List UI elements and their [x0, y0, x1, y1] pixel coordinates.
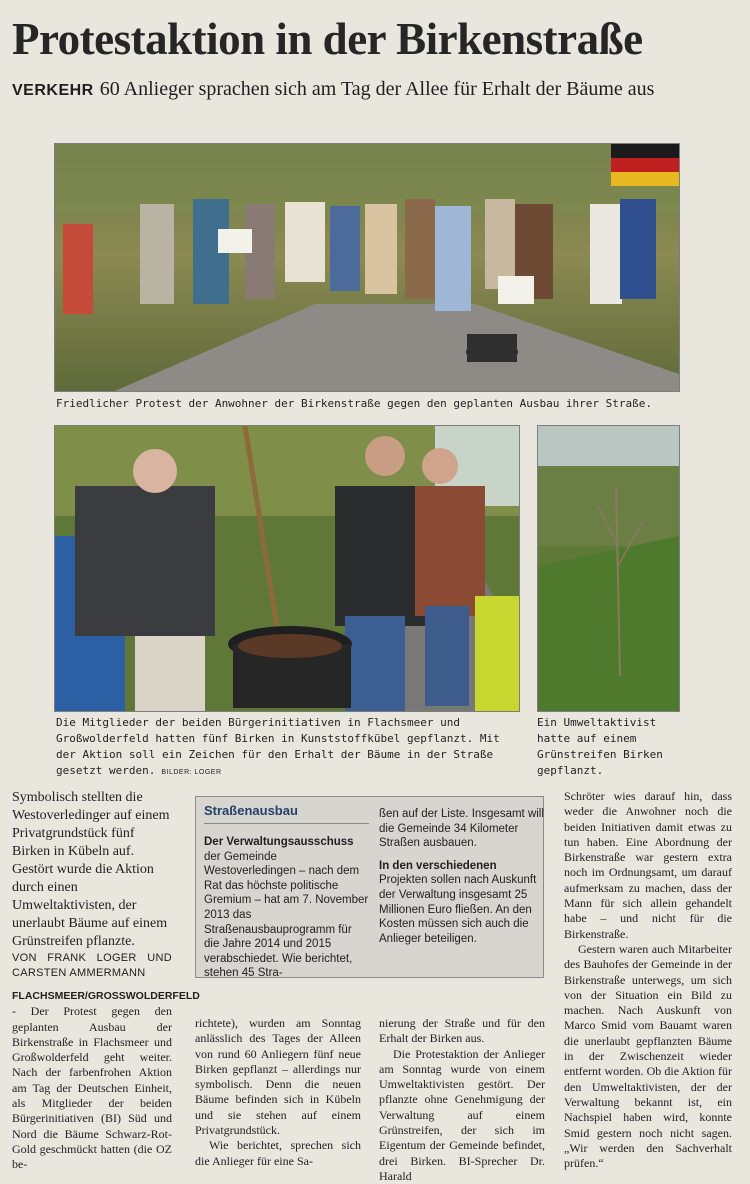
article-lead: Symbolisch stellten die Westoverledinger auf einem Privatgrundstück fünf Birken in Kübeln auf. Gestört wurde die Aktion durch einen Umweltaktivisten, der unerlaubt Bäume auf einem Grünstreifen pflanzte.	[12, 790, 170, 949]
subline-text: 60 Anlieger sprachen sich am Tag der Allee für Erhalt der Bäume aus	[99, 78, 655, 100]
info-box-paragraph-1	[204, 835, 369, 981]
col4-paragraph-2: Gestern waren auch Mitarbeiter des Bauhofes der Gemeinde in der Birkenstraße unterwegs, um sich von der Situation ein Bild zu machen. Nach Auskunft von Marco Smid vom Bauamt waren die unerlaubt gepflanzten Bäume in der Zwischenzeit wieder entfernt worden. Ob die Aktion für den Umweltaktivisten, der der Verwaltung bekannt ist, ein Nachspiel haben wird, konnte Smid gestern noch nicht sagen. „Wir werden den Sachverhalt prüfen.“	[564, 941, 732, 1171]
info-box-paragraph-2	[379, 859, 544, 947]
article-column-3	[379, 1016, 545, 1184]
col1-body: - Der Protest gegen den geplanten Ausbau der Birkenstraße in Flachsmeer und Großwolderfeld geht weiter. Nach der farbenfrohen Aktion am Tag der Deutschen Einheit, als Mitglieder der beiden Bürgerinitiativen (BI) Süd und Nord die Bäume Schwarz-Rot-Gold geschmückt hatten (die OZ be-	[12, 1004, 172, 1172]
info-box-p1-text: der Gemeinde Westoverledingen – nach dem Rat das höchste politische Gremium – hat am 7. November 2013 das Straßenausbauprogramm für die Jahre 2014 und 2015 verabschiedet. Wie berichtet, stehen 45 Stra-	[204, 850, 369, 980]
tree-photo-caption: Ein Umweltaktivist hatte auf einem Grünstreifen Birken gepflanzt.	[537, 716, 663, 777]
col3-paragraph-2: Die Protestaktion der Anlieger am Sonntag wurde von einem Umweltaktivisten gestört. Der pflanzte ohne Genehmigung der Verwaltung auf einem Grünstreifen, der sich im Eigentum der Gemeinde befindet, drei Birken. BI-Sprecher Dr. Harald	[379, 1046, 545, 1183]
dateline: FLACHSMEER/GROSSWOLDERFELD	[12, 990, 200, 1002]
planting-photo-caption	[56, 715, 526, 781]
info-box-p1-continued: ßen auf der Liste. Insgesamt will die Gemeinde 34 Kilometer Straßen ausbauen.	[379, 808, 544, 850]
info-box	[195, 796, 544, 978]
planting-caption-text: Die Mitglieder der beiden Bürgerinitiativen in Flachsmeer und Großwolderfeld hatten fünf Birken in Kunststoffkübel gepflanzt. Mit der Aktion soll ein Zeichen für den Erhalt der Bäume in der Straße gesetzt werden.	[56, 716, 500, 777]
photo-credit: BILDER: LOGER	[161, 769, 222, 776]
article-first-paragraph	[12, 988, 200, 1173]
section-kicker: VERKEHR	[12, 82, 94, 99]
info-box-column-1	[204, 835, 369, 981]
main-photo-caption: Friedlicher Protest der Anwohner der Birkenstraße gegen den geplanten Ausbau ihrer Straße.	[56, 397, 653, 410]
byline: VON FRANK LOGER UND CARSTEN AMMERMANN	[12, 952, 172, 979]
group-photo	[54, 143, 680, 392]
headline: Protestaktion in der Birkenstraße	[12, 14, 643, 64]
article-column-4	[564, 789, 732, 1171]
info-box-p2-bold: In den verschiedenen	[379, 859, 497, 872]
col3-paragraph-1: nierung der Straße und für den Erhalt der Birken aus.	[379, 1016, 545, 1046]
subline	[12, 76, 742, 104]
article-column-2	[195, 1016, 361, 1169]
info-box-column-2	[379, 807, 544, 946]
info-box-p2-text: Projekten sollen nach Auskunft der Verwaltung insgesamt 25 Millionen Euro fließen. An den Kosten müssen sich auch die Anlieger beteiligen.	[379, 874, 537, 945]
col4-paragraph-1: Schröter wies darauf hin, dass weder die Anwohner noch die beiden Initiativen damit etwas zu tun haben. Eine Abordnung der Birkenstraße war gestern extra noch im Ordnungsamt, um darauf aufmerksam zu machen, dass der Mann für sich allein gehandelt habe – und nicht für die Birkenstraße.	[564, 789, 732, 941]
col2-paragraph-1: richtete), wurden am Sonntag anlässlich des Tages der Alleen von rund 60 Anliegern fünf neue Birken gepflanzt – allerdings nur symbolisch. Denn die neuen Bäume befinden sich in Kübeln und sie stehen auf einem Privatgrundstück.	[195, 1016, 361, 1138]
col2-paragraph-2: Wie berichtet, sprechen sich die Anlieger für eine Sa-	[195, 1138, 361, 1168]
info-box-title: Straßenausbau	[204, 803, 369, 824]
info-box-p1-bold: Der Verwaltungsausschuss	[204, 836, 354, 848]
article-column-1	[12, 789, 200, 1173]
planting-photo	[54, 425, 520, 712]
tree-photo	[537, 425, 680, 712]
